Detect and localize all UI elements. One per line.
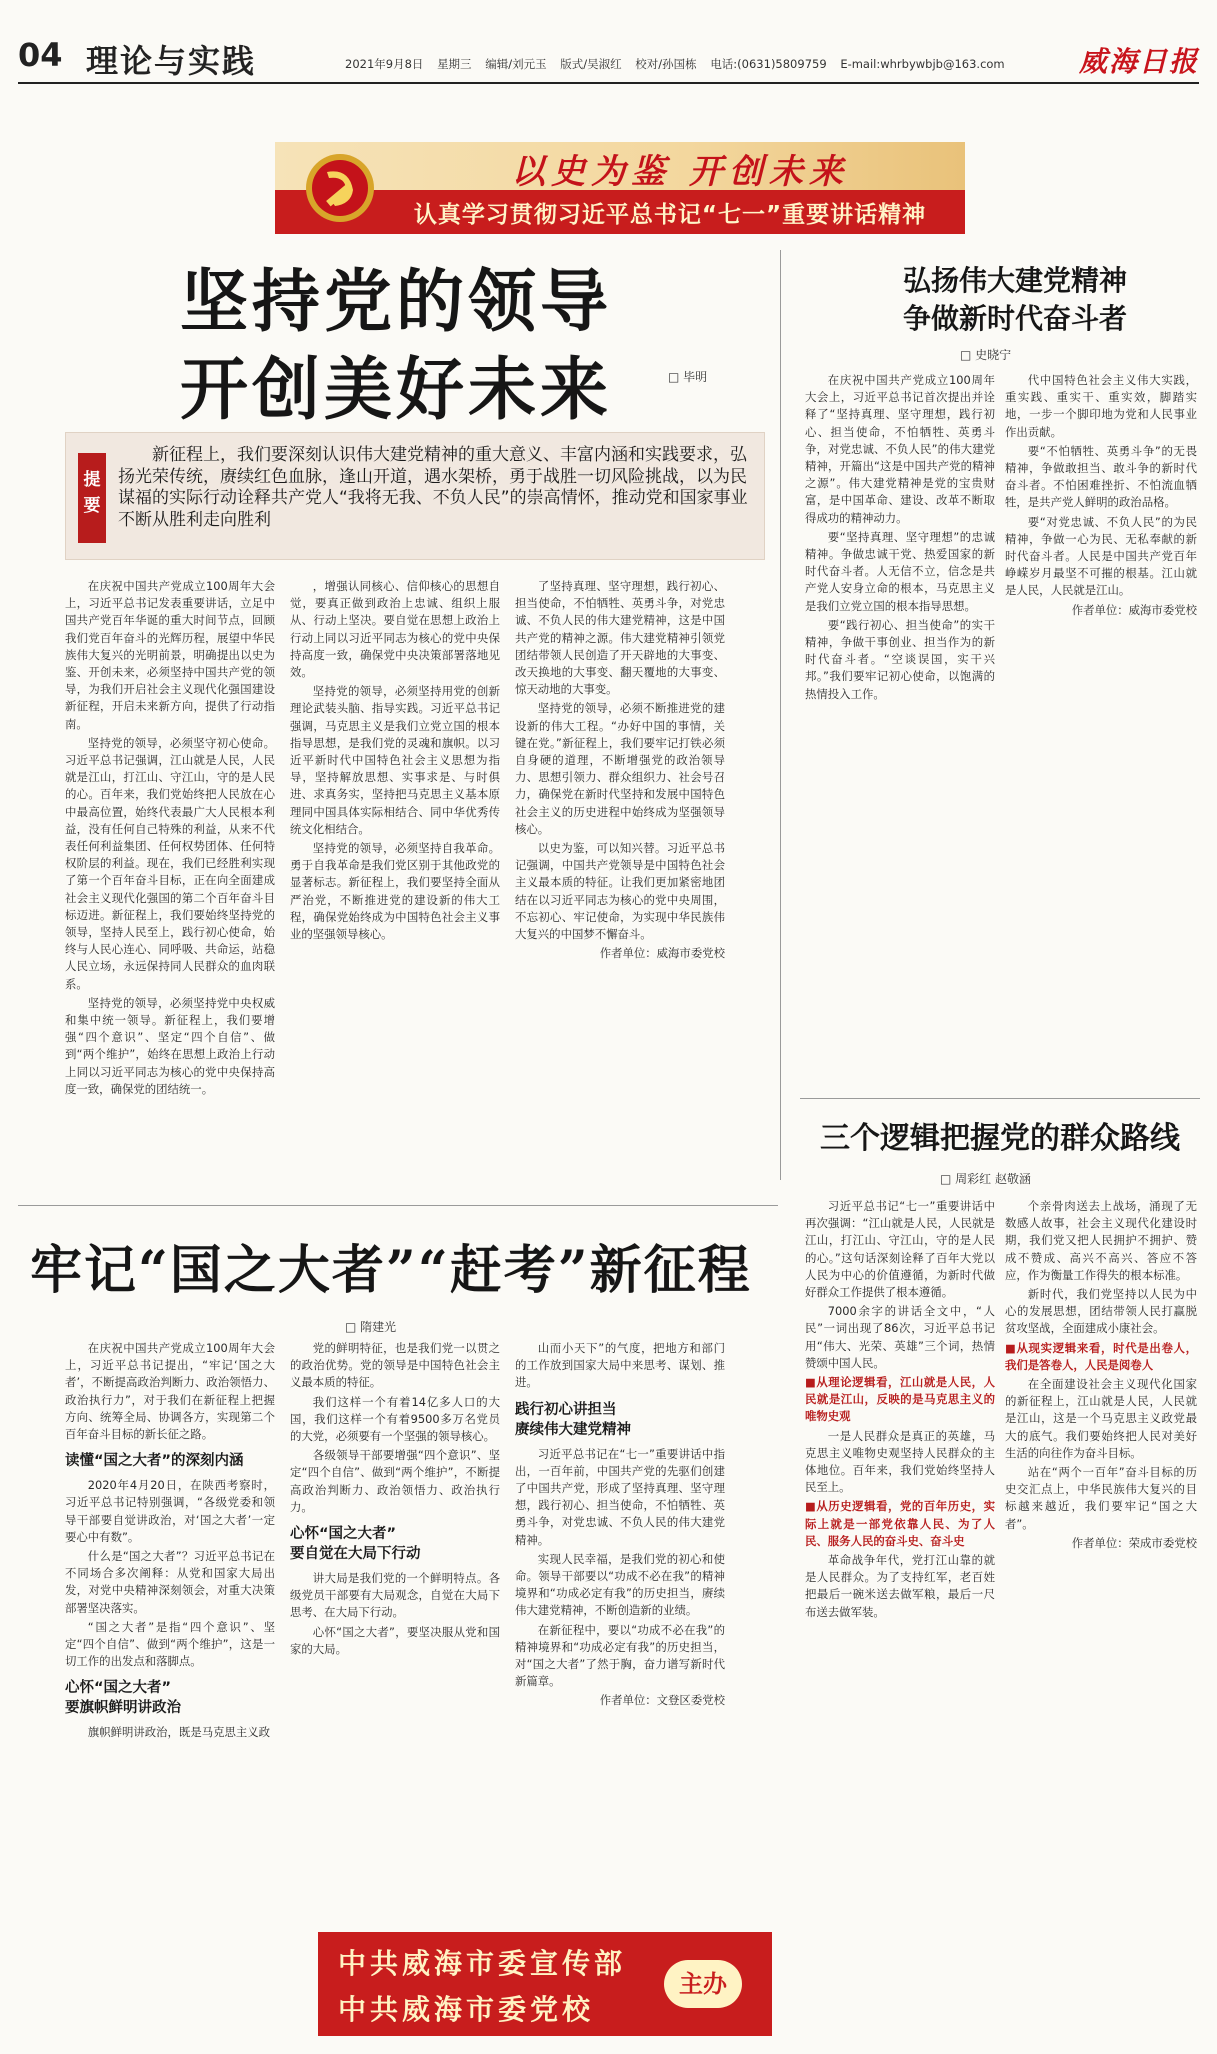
article3-byline: □ 周彩红 赵敬涵 (940, 1172, 1031, 1186)
article2-rule (800, 1098, 1200, 1099)
article4-subhead3: 践行初心讲担当 赓续伟大建党精神 (515, 1401, 631, 1438)
article2-col2: 代中国特色社会主义伟大实践，重实践、重实干、重实效，脚踏实地，一步一个脚印地为党和人民事业作出贡献。 要“不怕牺牲、英勇斗争”的无畏精神，争做敢担当、敢斗争的新时代奋斗者。不怕困难挫折、不怕流血牺牲，是共产党人鲜明的政治品格。 要“对党忠诚、不负人民”的为民精神，争做一心为民、无私奉献的新时代奋斗者。人民是中国共产党百年峥嵘岁月最坚不可摧的根基。江山就是人民，人民就是江山。 作者单位：威海市委党校 (1005, 372, 1197, 621)
article4-subhead1: 读懂“国之大者”的深刻内涵 (65, 1453, 244, 1470)
article2-col1: 在庆祝中国共产党成立100周年大会上，习近平总书记首次提出并诠释了“坚持真理、坚守理想，践行初心、担当使命，不怕牺牲、英勇斗争，对党忠诚、不负人民”的伟大建党精神，开篇出“这是中国共产党的精神之源”。伟大建党精神是党的宝贵财富，是中国革命、建设、改革不断取得成功的精神动力。 要“坚持真理、坚守理想”的忠诚精神。争做忠诚干党、热爱国家的新时代奋斗者。人无信不立，信念是共产党人安身立命的根本，马克思主义是我们立党立国的根本指导思想。 要“践行初心、担当使命”的实干精神，争做干事创业、担当作为的新时代奋斗者。“空谈误国，实干兴邦。”我们要牢记初心使命，以饱满的热情投入工作。 (805, 373, 995, 701)
host-line2: 中共威海市委党校 (338, 1993, 595, 2026)
article4-byline: □ 隋建光 (345, 1320, 397, 1334)
banner-subtitle: 认真学习贯彻习近平总书记“七一”重要讲话精神 (413, 202, 927, 228)
abstract-text: 新征程上，我们要深刻认识伟大建党精神的重大意义、丰富内涵和实践要求，弘扬光荣传统，赓续红色血脉，逢山开道，遇水架桥，勇于战胜一切风险挑战，以为民谋福的实际行动诠释共产党人“我将无我、不负人民”的崇高情怀，推动党和国家事业不断从胜利走向胜利 (118, 445, 748, 530)
page-meta (345, 56, 1015, 72)
article2-byline: □ 史晓宁 (960, 348, 1012, 362)
article1-byline: □ 毕明 (668, 370, 708, 384)
article4-col2: 党的鲜明特征，也是我们党一以贯之的政治优势。党的领导是中国特色社会主义最本质的特征。 我们这样一个有着14亿多人口的大国，我们这样一个有着9500多万名党员的大党，必须要有一个坚强的领导核心。 各级领导干部要增强“四个意识”、坚定“四个自信”、做到“两个维护”，不断提高政治判断力、政治领悟力、政治执行力。 心怀“国之大者” 要自觉在大局下行动 讲大局是我们党的一个鲜明特点。各级党员干部要有大局观念，自觉在大局下思考、在大局下行动。 心怀“国之大者”，要坚决服从党和国家的大局。 (290, 1341, 500, 1656)
abstract-tag: 提要 (78, 453, 106, 543)
date: 2021年9月8日 (345, 57, 424, 71)
phone: 电话:(0631)5809759 (710, 57, 827, 71)
host-badge: 主办 (664, 1960, 742, 2008)
article3-marker2: ■从历史逻辑看，党的百年历史，实际上就是一部党依靠人民、为了人民、服务人民的奋斗史、奋斗史 (805, 1499, 995, 1548)
banner-title: 以史为鉴 开创未来 (511, 152, 849, 192)
column-divider (780, 250, 781, 1180)
newspaper-logo: 威海日报 (1078, 45, 1199, 78)
header-rule (18, 82, 1199, 84)
host-line1: 中共威海市委宣传部 (338, 1947, 627, 1980)
article1-title: 坚持党的领导 开创美好未来 (180, 262, 613, 430)
host-banner (318, 1932, 772, 2036)
article2-title: 弘扬伟大建党精神 争做新时代奋斗者 (902, 264, 1127, 335)
editor: 编辑/刘元玉 (485, 57, 547, 71)
article3-marker3: ■从现实逻辑来看，时代是出卷人，我们是答卷人，人民是阅卷人 (1005, 1340, 1197, 1372)
article4-col1: 在庆祝中国共产党成立100周年大会上，习近平总书记提出，“牢记‘国之大者’，不断提高政治判断力、政治领悟力、政治执行力”，对于我们在新征程上把握方向、统筹全局、协调各方，实现第二个百年奋斗目标的新长征之路。 读懂“国之大者”的深刻内涵 2020年4月20日，在陕西考察时，习近平总书记特别强调，“各级党委和领导干部要自觉讲政治，对‘国之大者’一定要心中有数”。 什么是“国之大者”？习近平总书记在不同场合多次阐释：从党和国家大局出发，对党中央精神深刻领会，对重大决策部署坚决落实。 “国之大者”是指“四个意识”、坚定“四个自信”、做到“两个维护”，这是一切工作的出发点和落脚点。 心怀“国之大者” 要旗帜鲜明讲政治 旗帜鲜明讲政治，既是马克思主义政 (65, 1341, 275, 1740)
article1-col2: ，增强认同核心、信仰核心的思想自觉，要真正做到政治上忠诚、组织上服从、行动上坚决。要自觉在思想上政治上行动上同以习近平同志为核心的党中央保持高度一致，确保党中央决策部署落地见效。 坚持党的领导，必须坚持用党的创新理论武装头脑、指导实践。习近平总书记强调，马克思主义是我们立党立国的根本指导思想，是我们党的灵魂和旗帜。以习近平新时代中国特色社会主义思想为指导，坚持解放思想、实事求是、与时俱进、求真务实，坚持把马克思主义基本原理同中国具体实际相结合、同中华优秀传统文化相结合。 坚持党的领导，必须坚持自我革命。勇于自我革命是我们党区别于其他政党的显著标志。新征程上，我们要坚持全面从严治党，不断推进党的建设新的伟大工程，确保党始终成为中国特色社会主义事业的坚强领导核心。 (290, 579, 500, 942)
article2-unit: 作者单位：威海市委党校 (1071, 602, 1197, 617)
page-number: 04 (18, 36, 63, 74)
article3-marker1: ■从理论逻辑看，江山就是人民，人民就是江山，反映的是马克思主义的唯物史观 (805, 1375, 995, 1424)
article3-unit: 作者单位：荣成市委党校 (1071, 1535, 1197, 1550)
article1-col1: 在庆祝中国共产党成立100周年大会上，习近平总书记发表重要讲话，立足中国共产党百年华诞的重大时间节点，回顾我们党百年奋斗的光辉历程，展望中华民族伟大复兴的光明前景，明确提出以史为鉴、开创未来，必须坚持中国共产党的领导，为我们开启社会主义现代化强国建设新征程，开启未来新方向，提供了行动指南。 坚持党的领导，必须坚守初心使命。习近平总书记强调，江山就是人民，人民就是江山，打江山、守江山，守的是人民的心。百年来，我们党始终把人民放在心中最高位置，始终代表最广大人民根本利益，没有任何自己特殊的利益，从来不代表任何利益集团、任何权势团体、任何特权阶层的利益。现在，我们已经胜利实现了第一个百年奋斗目标，正在向全面建成社会主义现代化强国的第二个百年奋斗目标迈进。新征程上，我们要始终坚持党的领导，坚持人民至上，践行初心使命，始终与人民心连心、同呼吸、共命运，站稳人民立场，永远保持同人民群众的血肉联系。 坚持党的领导，必须坚持党中央权威和集中统一领导。新征程上，我们要增强“四个意识”、坚定“四个自信”、做到“两个维护”，始终在思想上政治上行动上同以习近平同志为核心的党中央保持高度一致，确保党的团结统一。 (65, 579, 275, 1096)
designer: 版式/吴淑红 (560, 57, 622, 71)
article4-subhead2: 心怀“国之大者” 要自觉在大局下行动 (290, 1526, 421, 1563)
article1-unit: 作者单位：威海市委党校 (599, 946, 725, 961)
topic-banner (275, 142, 965, 234)
article1-col3: 了坚持真理、坚守理想，践行初心、担当使命，不怕牺牲、英勇斗争，对党忠诚、不负人民的伟大建党精神，这是中国共产党的精神之源。伟大建党精神引领党团结带领人民创造了开天辟地的大事变、改天换地的大事变、翻天覆地的大事变、惊天动地的大事变。 坚持党的领导，必须不断推进党的建设新的伟大工程。“办好中国的事情，关键在党。”新征程上，我们要牢记打铁必须自身硬的道理，不断增强党的政治领导力、思想引领力、群众组织力、社会号召力，确保党在新时代坚持和发展中国特色社会主义的历史进程中始终成为坚强领导核心。 以史为鉴，可以知兴替。习近平总书记强调，中国共产党领导是中国特色社会主义最本质的特征。让我们更加紧密地团结在以习近平同志为核心的党中央周围，不忘初心、牢记使命，为实现中华民族伟大复兴的中国梦不懈奋斗。 作者单位：威海市委党校 (515, 578, 725, 964)
email: E-mail:whrbywbjb@163.com (840, 57, 1005, 71)
party-emblem-icon (305, 150, 375, 226)
article4-subhead-politics: 心怀“国之大者” 要旗帜鲜明讲政治 (65, 1680, 181, 1717)
article4-unit: 作者单位：文登区委党校 (599, 1693, 725, 1708)
article4-title: 牢记“国之大者”“赶考”新征程 (30, 1240, 752, 1301)
article3-title: 三个逻辑把握党的群众路线 (820, 1121, 1180, 1156)
article1-abstract (65, 432, 765, 560)
proofreader: 校对/孙国栋 (635, 57, 697, 71)
section-title: 理论与实践 (86, 42, 257, 80)
article3-col1: 习近平总书记“七一”重要讲话中再次强调：“江山就是人民，人民就是江山，打江山、守江山，守的是人民的心。”这句话深刻诠释了百年大党以人民为中心的价值遵循，为新时代做好群众工作提供了根本遵循。 7000余字的讲话全文中，“人民”一词出现了86次，习近平总书记用“伟大、光荣、英雄”三个词，热情赞颂中国人民。 ■从理论逻辑看，江山就是人民，人民就是江山，反映的是马克思主义的唯物史观 一是人民群众是真正的英雄，马克思主义唯物史观坚持人民群众的主体地位。百年来，我们党始终坚持人民至上。 ■从历史逻辑看，党的百年历史，实际上就是一部党依靠人民、为了人民、服务人民的奋斗史、奋斗史 革命战争年代，党打江山靠的就是人民群众。为了支持红军，老百姓把最后一碗米送去做军粮，最后一尺布送去做军装。 (805, 1199, 995, 1619)
article3-col2: 个亲骨肉送去上战场，涌现了无数感人故事，社会主义现代化建设时期，我们党又把人民拥护不拥护、赞成不赞成、高兴不高兴、答应不答应，作为衡量工作得失的根本标准。 新时代，我们党坚持以人民为中心的发展思想，团结带领人民打赢脱贫攻坚战，全面建成小康社会。 ■从现实逻辑来看，时代是出卷人，我们是答卷人，人民是阅卷人 在全面建设社会主义现代化国家的新征程上，江山就是人民，人民就是江山，这是一个马克思主义政党最大的底气。我们要始终把人民对美好生活的向往作为奋斗目标。 站在“两个一百年”奋斗目标的历史交汇点上，中华民族伟大复兴的目标越来越近，我们要牢记“国之大者”。 作者单位：荣成市委党校 (1005, 1198, 1197, 1554)
article4-rule (18, 1205, 778, 1206)
weekday: 星期三 (437, 57, 472, 71)
article4-col3: 山而小天下”的气度，把地方和部门的工作放到国家大局中来思考、谋划、推进。 践行初心讲担当 赓续伟大建党精神 习近平总书记在“七一”重要讲话中指出，一百年前，中国共产党的先驱们创建了中国共产党，形成了坚持真理、坚守理想，践行初心、担当使命，不怕牺牲、英勇斗争，对党忠诚、不负人民的伟大建党精神。 实现人民幸福，是我们党的初心和使命。领导干部要以“功成不必在我”的精神境界和“功成必定有我”的历史担当，赓续伟大建党精神，不断创造新的业绩。 在新征程中，要以“功成不必在我”的精神境界和“功成必定有我”的历史担当，对“国之大者”了然于胸，奋力谱写新时代新篇章。 作者单位：文登区委党校 (515, 1340, 725, 1712)
